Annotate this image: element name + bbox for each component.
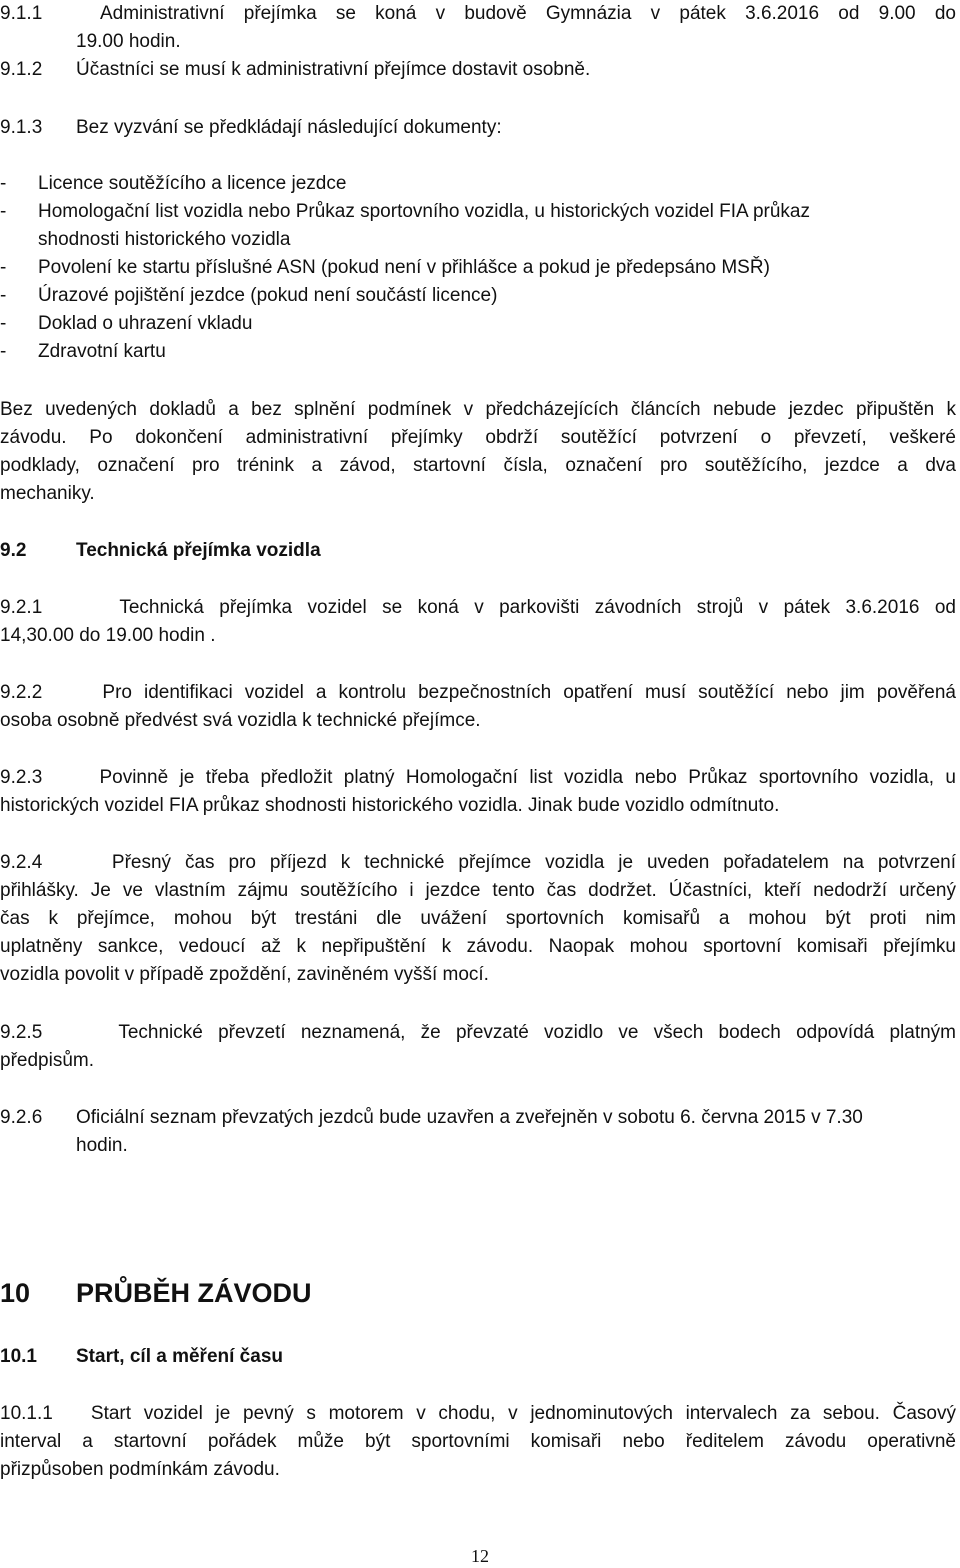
paragraph-line: podklady, označení pro trénink a závod, startovní čísla, označení pro soutěžícího, jezdce a dva — [0, 455, 956, 476]
section-9-1-2 — [0, 56, 42, 84]
section-9-2-1-line-2: 14,30.00 do 19.00 hodin . — [0, 625, 216, 646]
section-9-2-5-line-2: předpisům. — [0, 1050, 94, 1071]
section-10-1-1-line-1: 10.1.1 Start vozidel je pevný s motorem v chodu, v jednominutových intervalech za sebou. Časový — [0, 1403, 956, 1424]
section-9-2-2-line-1: 9.2.2 Pro identifikaci vozidel a kontrolu bezpečnostních opatření musí soutěžící nebo jim pověřená — [0, 682, 957, 703]
section-heading: Technická přejímka vozidla — [76, 540, 321, 561]
section-heading: Start, cíl a měření času — [76, 1346, 283, 1367]
list-dash: - — [0, 285, 7, 306]
paragraph-line: uplatněny sankce, vedoucí až k nepřipuštění k závodu. Naopak mohou sportovní komisaři přejímku — [0, 936, 956, 957]
list-dash: - — [0, 173, 7, 194]
paragraph-line: interval a startovní pořádek může být sportovními komisaři nebo ředitelem závodu operativně — [0, 1431, 956, 1452]
paragraph-line: závodu. Po dokončení administrativní přejímky obdrží soutěžící potvrzení o převzetí, veškeré — [0, 427, 956, 448]
section-number: 9.1.2 — [0, 59, 43, 80]
paragraph-line: vozidla povolit v případě zpoždění, zaviněném vyšší mocí. — [0, 964, 489, 985]
section-number: 9.2.1 — [0, 597, 43, 618]
paragraph-line: mechaniky. — [0, 483, 95, 504]
section-9-2-4-line-1: 9.2.4 Přesný čas pro příjezd k technické přejímce vozidla je uveden pořadatelem na potvrzení — [0, 852, 956, 873]
paragraph-line: čas k přejímce, mohou být trestáni dle uvážení sportovních komisařů a mohou být proti nim — [0, 908, 956, 929]
section-9-2-1-line-1: 9.2.1 Technická přejímka vozidel se koná v parkovišti závodních strojů v pátek 3.6.2016 od — [0, 597, 956, 618]
section-number: 9.2.4 — [0, 852, 43, 873]
heading-number: 9.2 — [0, 540, 27, 561]
document-page: 9.1.1 Administrativní přejímka se koná v budově Gymnázia v pátek 3.6.2016 od 9.00 do 19.00 hodin. 9.1.2 Účastníci se musí k administrativní přejímce dostavit osobně. 9.1.3 Bez vyzvání se předkládají následující dokumenty: - Licence soutěžícího a licence jezdce - Homologační list vozidla nebo Průkaz sportovního vozidla, u historických vozidel FIA průkaz shodnosti historického vozidla - Povolení ke startu příslušné ASN (pokud není v přihlášce a pokud je předepsáno MSŘ) - Úrazové pojištění jezdce (pokud není součástí licence) - Doklad o uhrazení vkladu - Zdravotní kartu Bez uvedených dokladů a bez splnění podmínek v předcházejících článcích nebude jezdec připuštěn k závodu. Po dokončení administrativní přejímky obdrží soutěžící potvrzení o převzetí, veškeré podklady, označení pro trénink a závod, startovní čísla, označení pro soutěžícího, jezdce a dva mechaniky. 9.2 Technická přejímka vozidla 9.2.1 Technická přejímka vozidel se koná v parkovišti závodních strojů v pátek 3.6.2016 od 14,30.00 do 19.00 hodin . 9.2.2 Pro identifikaci vozidel a kontrolu bezpečnostních opatření musí soutěžící nebo jim pověřená osoba osobně předvést svá vozidla k technické přejímce. 9.2.3 Povinně je třeba předložit platný Homologační list vozidla nebo Průkaz sportovního vozidla, u historických vozidel FIA průkaz shodnosti historického vozidla. Jinak bude vozidlo odmítnuto. 9.2.4 Přesný čas pro příjezd k technické přejímce vozidla je uveden pořadatelem na potvrzení přihlášky. Je ve vlastním zájmu soutěžícího i jezdce tento čas dodržet. Účastníci, kteří nedodrží určený čas k přejímce, mohou být trestáni dle uvážení sportovních komisařů a mohou být proti nim uplatněny sankce, vedoucí až k nepřipuštění k závodu. Naopak mohou sportovní komisaři přejímku vozidla povolit v případě zpoždění, zaviněném vyšší mocí. 9.2.5 Technické převzetí neznamená, že převzaté vozidlo ve všech bodech odpovídá platným předpisům. 9.2.6 Oficiální seznam převzatých jezdců bude uzavřen a zveřejněn v sobotu 6. června 2015 v 7.30 hodin. 10 PRŮBĚH ZÁVODU 10.1 Start, cíl a měření času 10.1.1 Start vozidel je pevný s motorem v chodu, v jednominutových intervalech za sebou. Časový interval a startovní pořádek může být sportovními komisaři nebo ředitelem závodu operativně přizpůsoben podmínkám závodu. 12 — [0, 0, 960, 1568]
list-dash: - — [0, 257, 7, 278]
paragraph-line: přihlášky. Je ve vlastním zájmu soutěžícího i jezdce tento čas dodržet. Účastníci, kteří nedodrží určený — [0, 880, 956, 901]
list-dash: - — [0, 201, 7, 222]
heading-number: 10.1 — [0, 1346, 37, 1367]
chapter-heading: PRŮBĚH ZÁVODU — [76, 1278, 312, 1308]
section-9-2-6-line-2: hodin. — [76, 1135, 128, 1156]
section-9-1-3-text: Bez vyzvání se předkládají následující dokumenty: — [76, 117, 502, 138]
section-number: 9.1.3 — [0, 117, 43, 138]
chapter-number: 10 — [0, 1278, 31, 1308]
section-9-1-1-line-2: 19.00 hodin. — [76, 31, 181, 52]
section-number: 10.1.1 — [0, 1403, 53, 1424]
section-9-2-2-line-2: osoba osobně předvést svá vozidla k technické přejímce. — [0, 710, 481, 731]
section-9-1-2-text: Účastníci se musí k administrativní přejímce dostavit osobně. — [76, 59, 591, 80]
paragraph-line: Bez uvedených dokladů a bez splnění podmínek v předcházejících článcích nebude jezdec připuštěn k — [0, 399, 956, 420]
list-dash: - — [0, 313, 7, 334]
section-number: 9.2.3 — [0, 767, 43, 788]
list-dash: - — [0, 341, 7, 362]
paragraph-line: přizpůsoben podmínkám závodu. — [0, 1459, 280, 1480]
section-9-2-6 — [0, 1104, 42, 1132]
section-number: 9.2.5 — [0, 1022, 43, 1043]
section-9-1-1-line-1: 9.1.1 Administrativní přejímka se koná v budově Gymnázia v pátek 3.6.2016 od 9.00 do — [0, 3, 956, 24]
section-number: 9.1.1 — [0, 3, 43, 24]
section-number: 9.2.2 — [0, 682, 43, 703]
section-9-1-3 — [0, 114, 42, 142]
section-9-2-6-line-1: Oficiální seznam převzatých jezdců bude uzavřen a zveřejněn v sobotu 6. června 2015 v 7.30 — [76, 1107, 863, 1128]
section-number: 9.2.6 — [0, 1107, 43, 1128]
section-9-2-3-line-2: historických vozidel FIA průkaz shodnosti historického vozidla. Jinak bude vozidlo odmítnuto. — [0, 795, 780, 816]
section-9-2-3-line-1: 9.2.3 Povinně je třeba předložit platný Homologační list vozidla nebo Průkaz sportovního vozidla, u — [0, 767, 956, 788]
section-9-2-5-line-1: 9.2.5 Technické převzetí neznamená, že převzaté vozidlo ve všech bodech odpovídá platným — [0, 1022, 956, 1043]
page-number: 12 — [471, 1546, 489, 1566]
